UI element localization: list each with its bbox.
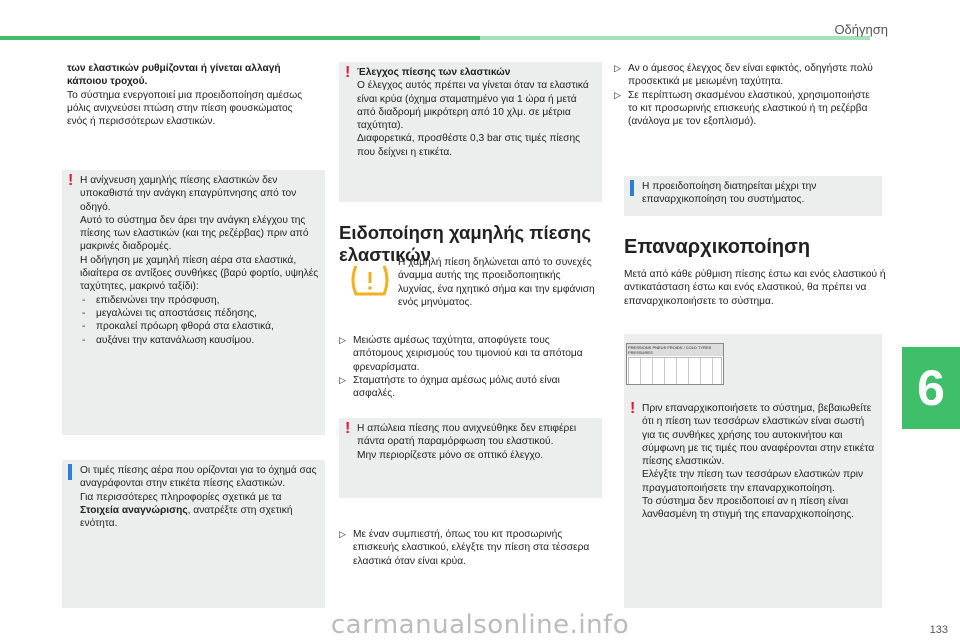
- tyre-pressure-label-image: [626, 343, 724, 385]
- info-mark-icon: [630, 180, 634, 196]
- label-caption: PRESSIONS PNEUS FROIDS / COLD TYRES PRESSURES: [627, 344, 723, 356]
- warning-box-1-text: [80, 174, 319, 347]
- warn-text: Το σύστημα δεν προειδοποιεί αν η πίεση είναι λανθασμένη τη στιγμή της επαναρχικοποίησης.: [642, 496, 855, 521]
- bullet-item: ▷ Με έναν συμπιεστή, όπως του κιτ προσωρινής επισκευής ελαστικού, ελέγξτε την πίεση στα τέσσερα ελαστικά όταν είναι κρύα.: [339, 529, 590, 567]
- warn-dash: - προκαλεί πρόωρη φθορά στα ελαστικά,: [80, 320, 319, 333]
- column-3-bullets: [614, 62, 876, 128]
- warning-mark-icon: !: [68, 172, 74, 189]
- warn-line: Η οδήγηση με χαμηλή πίεση αέρα στα ελαστικά, ιδιαίτερα σε αντίξοες συνθήκες (βαρύ φορτίο, υψηλές ταχύτητες, μακρινό ταξίδι):: [80, 254, 319, 293]
- warn-title: Έλεγχος πίεσης των ελαστικών: [357, 67, 511, 78]
- warning-box-4: [624, 398, 882, 608]
- warning-box-4-text: [642, 402, 876, 522]
- warn-text: Ο έλεγχος αυτός πρέπει να γίνεται όταν τα ελαστικά είναι κρύα (όχημα σταματημένο για 1 ώρα ή μετά από διαδρομή μικρότερη από 10 χλμ. σε μέτρια ταχύτητα).: [357, 80, 589, 132]
- info-box-1: [62, 460, 325, 608]
- bullet-item: ▷ Αν ο άμεσος έλεγχος δεν είναι εφικτός, οδηγήστε πολύ προσεκτικά με μειωμένη ταχύτητα.: [614, 63, 873, 88]
- tyre-pressure-warning-lamp-icon: [348, 262, 392, 298]
- top-rule-light: [480, 36, 870, 40]
- warning-mark-icon: !: [345, 420, 351, 437]
- column-2-bottom-bullet: [339, 528, 601, 568]
- warning-box-3: [339, 418, 602, 498]
- top-rule: [0, 36, 480, 40]
- warn-text: Πριν επαναρχικοποιήσετε το σύστημα, βεβαιωθείτε ότι η πίεση των τεσσάρων ελαστικών είναι σωστή για τις συνθήκες χρήσης του αυτοκινήτου και σύμφωνη με τις τιμές που αναφέρονται στην ετικέτα πίεσης ελαστικών.: [642, 403, 875, 468]
- warn-text: Μην περιορίζεστε μόνο σε οπτικό έλεγχο.: [357, 449, 544, 461]
- info-box-2: [624, 176, 882, 216]
- warn-text: Διαφορετικά, προσθέστε 0,3 bar στις τιμές πίεσης που δείχνει η ετικέτα.: [357, 133, 581, 158]
- warn-line: Η ανίχνευση χαμηλής πίεσης ελαστικών δεν υποκαθιστά την ανάγκη επαγρύπνησης από τον οδηγό.: [80, 175, 297, 213]
- warn-text: Ελέγξτε την πίεση των τεσσάρων ελαστικών πριν πραγματοποιήσετε την επαναρχικοποίηση.: [642, 469, 864, 494]
- warning-box-1: [62, 170, 325, 435]
- cross-reference[interactable]: Στοιχεία αναγνώρισης: [80, 504, 188, 516]
- watermark: carmanualsonline.info: [330, 610, 630, 640]
- warning-mark-icon: !: [630, 400, 636, 417]
- bullet-item: ▷ Σε περίπτωση σκασμένου ελαστικού, χρησιμοποιήστε το κιτ προσωρινής επισκευής ελαστικού ή τη ρεζέρβα (ανάλογα με τον εξοπλισμό).: [614, 89, 870, 128]
- warn-dash: - επιδεινώνει την πρόσφυση,: [80, 294, 319, 307]
- bullet-item: ▷ Μειώστε αμέσως ταχύτητα, αποφύγετε τους απότομους χειρισμούς του τιμονιού και τα απότομα φρεναρίσματα.: [339, 335, 583, 373]
- column-1: [67, 62, 315, 128]
- warn-line: Αυτό το σύστημα δεν άρει την ανάγκη ελέγχου της πίεσης των ελαστικών (και της ρεζέρβας) πριν από μακρινές διαδρομές.: [80, 214, 309, 253]
- info-line: Για περισσότερες πληροφορίες σχετικά με τα Στοιχεία αναγνώρισης, ανατρέξτε στη σχετική ενότητα.: [80, 491, 293, 530]
- info-line: Οι τιμές πίεσης αέρα που ορίζονται για το όχημά σας αναγράφονται στην ετικέτα πίεσης ελαστικών.: [80, 465, 317, 490]
- warning-box-2: [339, 62, 602, 202]
- column-2-bullets: [339, 334, 601, 400]
- section-heading-reset: Επαναρχικοποίηση: [624, 236, 811, 258]
- warning-box-3-text: [357, 422, 596, 462]
- reset-text: Μετά από κάθε ρύθμιση πίεσης έστω και ενός ελαστικού ή αντικατάσταση έστω και ενός ελαστικού, θα πρέπει να επαναρχικοποιήσετε το σύστημα.: [624, 269, 886, 307]
- section-title: Οδήγηση: [834, 22, 888, 37]
- warn-dash: - αυξάνει την κατανάλωση καυσίμου.: [80, 334, 319, 347]
- intro-text: Το σύστημα ενεργοποιεί μια προειδοποίηση αμέσως μόλις ανιχνεύσει πτώση στην πίεση φουσκώματος ενός ή περισσότερων ελαστικών.: [67, 89, 303, 128]
- warning-mark-icon: !: [345, 64, 351, 81]
- intro-bold: των ελαστικών ρυθμίζονται ή γίνεται αλλαγή κάποιου τροχού.: [67, 63, 281, 88]
- lamp-description: Η χαμηλή πίεση δηλώνεται από το συνεχές άναμμα αυτής της προειδοποιητικής λυχνίας, ένα ηχητικό σήμα και την εμφάνιση ενός μηνύματος.: [398, 257, 595, 308]
- info-box-1-text: [80, 464, 319, 530]
- page-number: 133: [929, 624, 948, 636]
- bullet-item: ▷ Σταματήστε το όχημα αμέσως μόλις αυτό είναι ασφαλές.: [339, 374, 560, 400]
- label-table: [628, 357, 722, 385]
- warning-box-2-text: [357, 66, 596, 159]
- info-mark-icon: [68, 464, 72, 480]
- warn-dash: - μεγαλώνει τις αποστάσεις πέδησης,: [80, 307, 319, 320]
- chapter-tab[interactable]: 6: [902, 347, 960, 429]
- section-heading-low-pressure: Ειδοποίηση χαμηλής πίεσης ελαστικών: [339, 222, 591, 265]
- warn-text: Η απώλεια πίεσης που ανιχνεύθηκε δεν επιφέρει πάντα ορατή παραμόρφωση του ελαστικού.: [357, 423, 577, 448]
- info-box-2-text: Η προειδοποίηση διατηρείται μέχρι την επαναρχικοποίηση του συστήματος.: [642, 181, 817, 206]
